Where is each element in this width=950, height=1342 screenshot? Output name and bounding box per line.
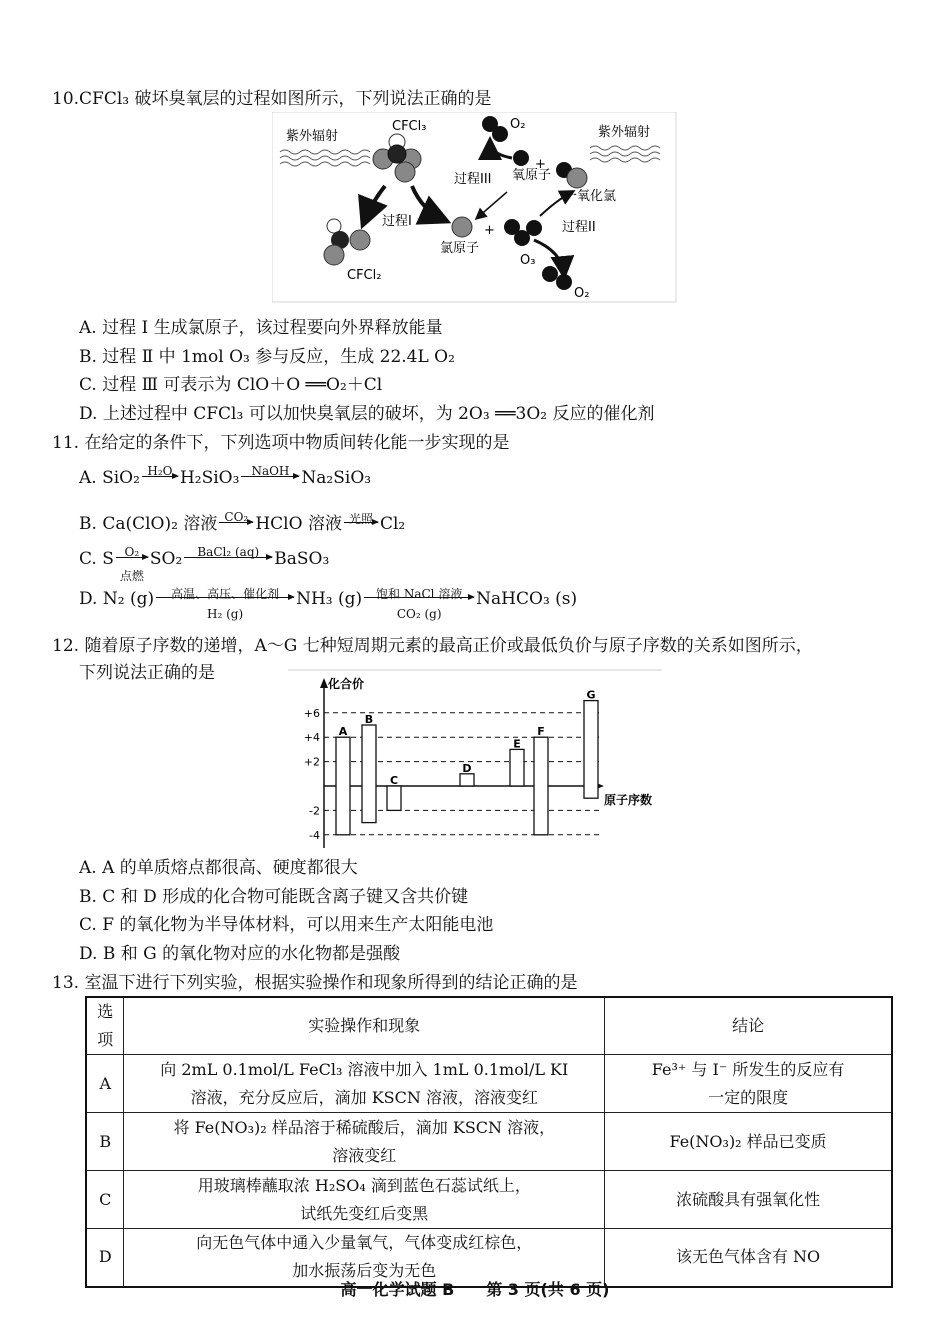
row-option: A [86, 1055, 124, 1113]
q12-chart [288, 668, 662, 850]
species: N₂ (g) [102, 589, 155, 609]
cfcl3-label: CFCl₃ [392, 119, 427, 134]
condition: NaOH [251, 464, 290, 478]
o3-label: O₃ [520, 253, 536, 268]
q12-option-c: C. F 的氧化物为半导体材料，可以用来生产太阳能电池 [79, 915, 494, 935]
q13-table [85, 996, 893, 1288]
operation-line: 向 2mL 0.1mol/L FeCl₃ 溶液中加入 1mL 0.1mol/L KI [160, 1059, 569, 1079]
header-conclusion: 结论 [605, 997, 892, 1055]
operation-line: 溶液变红 [332, 1145, 397, 1165]
species: BaSO₃ [274, 549, 330, 569]
plus-2: + [535, 157, 546, 172]
row-operation [124, 1171, 605, 1229]
species: Ca(ClO)₂ 溶液 [102, 514, 218, 534]
y-axis-arrowhead [320, 678, 328, 688]
option-label: B. [79, 514, 97, 534]
q11-option-b [79, 509, 405, 534]
q11-option-a [79, 464, 372, 488]
y-tick-label: +6 [303, 706, 320, 720]
operation-line: 用玻璃棒蘸取浓 H₂SO₄ 滴到蓝色石蕊试纸上， [197, 1175, 531, 1195]
operation-line: 试纸先变红后变黑 [300, 1203, 429, 1223]
bar-label: C [389, 774, 399, 787]
species: Cl₂ [379, 514, 406, 534]
process3-label: 过程III [454, 172, 492, 187]
conclusion-line: 一定的限度 [708, 1087, 789, 1107]
bar-A [336, 737, 350, 835]
bar-B [362, 725, 376, 823]
y-tick-label: -4 [309, 828, 320, 842]
bar-D [460, 774, 474, 786]
condition: 光照 [348, 512, 373, 526]
option-label: D. [79, 589, 98, 609]
y-tick-label: +4 [303, 731, 320, 745]
q10-option-b: B. 过程 Ⅱ 中 1mol O₃ 参与反应，生成 22.4L O₂ [79, 347, 455, 367]
clo-molecule [556, 162, 587, 188]
o2-bottom-molecule [542, 266, 572, 290]
q11-option-c [79, 545, 330, 583]
q12-option-b: B. C 和 D 形成的化合物可能既含离子键又含共价键 [79, 887, 469, 907]
q10-option-a: A. 过程 I 生成氯原子，该过程要向外界释放能量 [79, 318, 443, 338]
q13-stem: 13. 室温下进行下列实验，根据实验操作和现象所得到的结论正确的是 [52, 973, 578, 993]
y-tick-label: +2 [303, 755, 320, 769]
o2-bottom-label: O₂ [574, 286, 590, 301]
condition: CO₂ (g) [396, 607, 442, 621]
table-row [86, 1113, 892, 1171]
bar-label: E [513, 737, 521, 751]
y-tick-label: -2 [309, 804, 320, 818]
row-conclusion: 浓硫酸具有强氧化性 [605, 1171, 892, 1229]
q10-option-c: C. 过程 Ⅲ 可表示为 ClO＋O ══O₂＋Cl [79, 375, 383, 395]
cfcl2-label: CFCl₂ [347, 268, 382, 283]
process1-label: 过程I [382, 214, 412, 229]
row-conclusion: 该无色气体含有 NO [605, 1229, 892, 1287]
condition: 饱和 NaCl 溶液 [376, 587, 463, 601]
row-option: C [86, 1171, 124, 1229]
cfcl2-molecule [324, 219, 370, 265]
q12-option-d: D. B 和 G 的氧化物对应的水化物都是强酸 [79, 944, 401, 964]
species: Na₂SiO₃ [301, 468, 372, 488]
bar-F [534, 737, 548, 835]
uv-right-label: 紫外辐射 [598, 125, 651, 140]
plus-1: + [484, 223, 495, 238]
species: H₂SiO₃ [179, 468, 240, 488]
condition: H₂O [147, 464, 173, 478]
process3-arrow-down [477, 192, 507, 218]
condition: 高温、高压、催化剂 [171, 587, 280, 601]
bar-label: A [338, 725, 348, 739]
row-conclusion [605, 1055, 892, 1113]
option-label: C. [79, 549, 97, 569]
process2-label: 过程II [562, 220, 596, 235]
bar-G [584, 701, 598, 799]
cl-atom-label: 氯原子 [440, 241, 480, 256]
bar-label: D [462, 761, 472, 775]
bar-label: G [586, 688, 596, 702]
header-operation: 实验操作和现象 [124, 997, 605, 1055]
table-row [86, 1171, 892, 1229]
o2-top-label: O₂ [510, 117, 526, 132]
uv-waves-left [280, 150, 370, 166]
q10-diagram [272, 112, 678, 304]
operation-line: 溶液，充分反应后，滴加 KSCN 溶液，溶液变红 [190, 1087, 538, 1107]
o-atom-label: 氧原子 [512, 168, 552, 183]
q12-stem-line2: 下列说法正确的是 [79, 663, 215, 683]
condition: BaCl₂ (aq) [197, 545, 260, 559]
species: HClO 溶液 [255, 514, 342, 534]
bar-label: F [537, 725, 545, 739]
bar-E [510, 749, 524, 786]
q11-option-d [79, 587, 578, 621]
bar-label: B [364, 713, 374, 726]
q10-stem: 10.CFCl₃ 破坏臭氧层的过程如图所示，下列说法正确的是 [52, 89, 492, 109]
o2-top-molecule [482, 116, 508, 142]
q11-stem: 11. 在给定的条件下，下列选项中物质间转化能一步实现的是 [52, 433, 510, 453]
species: SO₂ [149, 549, 183, 569]
condition: 点燃 [119, 569, 144, 583]
q10-option-d: D. 上述过程中 CFCl₃ 可以加快臭氧层的破坏，为 2O₃ ══3O₂ 反应的催化剂 [79, 404, 655, 424]
row-option: B [86, 1113, 124, 1171]
species: SiO₂ [102, 468, 140, 488]
condition: H₂ (g) [207, 607, 244, 621]
q12-stem-line1: 12. 随着原子序数的递增，A～G 七种短周期元素的最高正价或最低负价与原子序数的关系如图所示， [52, 636, 813, 656]
table-row [86, 1055, 892, 1113]
process3-arrow-up [490, 142, 512, 158]
species: NaHCO₃ (s) [476, 589, 578, 609]
conclusion-line: Fe³⁺ 与 I⁻ 所发生的反应有 [651, 1059, 845, 1079]
header-option: 选项 [86, 997, 124, 1055]
x-axis-label: 原子序数 [604, 793, 653, 807]
bar-C [387, 786, 401, 810]
species: S [102, 549, 114, 569]
uv-left-label: 紫外辐射 [286, 129, 339, 144]
row-operation [124, 1113, 605, 1171]
condition: CO₂ [224, 510, 249, 524]
species: NH₃ (g) [296, 589, 363, 609]
row-operation [124, 1055, 605, 1113]
o-atom [513, 150, 529, 166]
y-axis-label: 化合价 [328, 677, 365, 691]
page-footer: 高一化学试题 B 第 3 页(共 6 页) [340, 1280, 610, 1299]
cl-atom [452, 217, 472, 237]
uv-waves-right [590, 146, 660, 162]
condition: O₂ [124, 545, 140, 559]
clo-label: 一氧化氯 [564, 189, 617, 204]
q12-option-a: A. A 的单质熔点都很高、硬度都很大 [79, 858, 358, 878]
operation-line: 将 Fe(NO₃)₂ 样品溶于稀硫酸后，滴加 KSCN 溶液， [173, 1117, 556, 1137]
row-option: D [86, 1229, 124, 1287]
table-header-row [86, 997, 892, 1055]
process1-arrow-right [412, 186, 444, 220]
row-conclusion: Fe(NO₃)₂ 样品已变质 [605, 1113, 892, 1171]
operation-line: 向无色气体中通入少量氧气，气体变成红棕色， [196, 1233, 533, 1253]
cfcl3-molecule [373, 134, 421, 182]
operation-line: 加水振荡后变为无色 [292, 1261, 437, 1281]
option-label: A. [79, 468, 97, 488]
